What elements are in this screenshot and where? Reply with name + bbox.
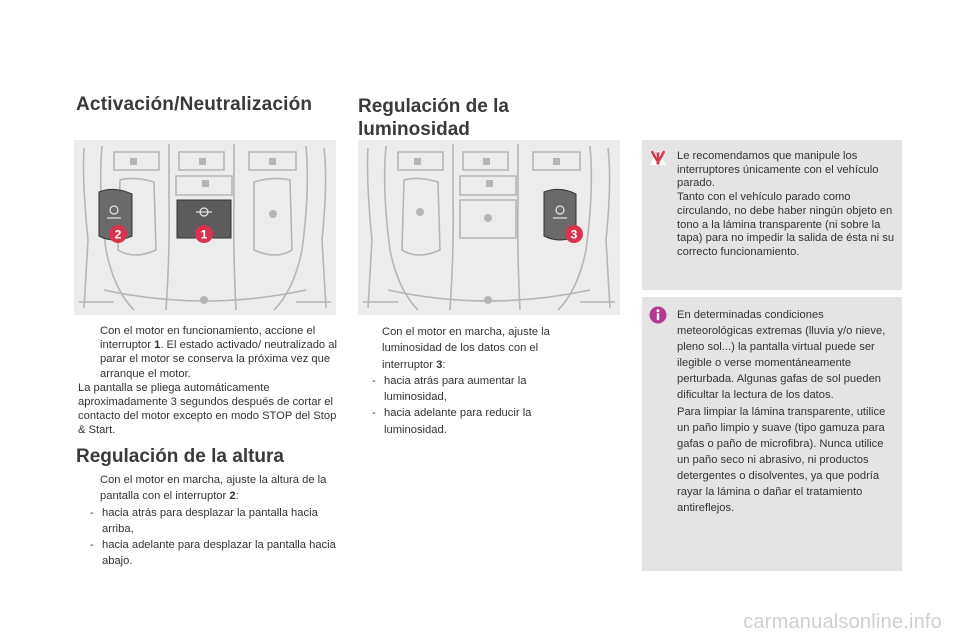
brightness-sub-2: - hacia adelante para reducir la luminosidad. (372, 407, 532, 436)
info-icon (649, 306, 667, 324)
warning-text-body: Le recomendamos que manipule los interruptores únicamente con el vehículo parado. Tanto con el vehículo parado como circulando, no debe haber ningún objeto en tono a la lámina transparente (ni sobre la tapa) para no impedir la salida de ésta ni su correcto funcionamiento. (677, 150, 895, 258)
brightness-sub-1: - hacia atrás para aumentar la luminosidad, (372, 374, 527, 404)
brightness-bullet: Con el motor en marcha, ajuste la luminosidad de los datos con el interruptor 3: (382, 326, 550, 371)
switch-panel-illustration-height (74, 140, 336, 315)
warning-text (677, 150, 897, 260)
activation-note: La pantalla se pliega automáticamente aproximadamente 3 segundos después de cortar el contacto del motor excepto en modo STOP del Stop & Start. (78, 381, 337, 437)
warning-box (642, 140, 902, 290)
callout-3: 3 (570, 227, 578, 242)
info-text (677, 307, 897, 516)
watermark: carmanualsonline.info (743, 611, 942, 633)
height-sub-1: - hacia atrás para desplazar la pantalla hacia arriba, (90, 506, 318, 535)
info-box (642, 297, 902, 571)
height-text (78, 472, 340, 570)
warning-icon (649, 149, 667, 167)
height-sub-2: - hacia adelante para desplazar la pantalla hacia abajo. (90, 539, 336, 568)
switch-panel-illustration-brightness (358, 140, 620, 315)
section-title-height: Regulación de la altura (76, 446, 284, 467)
activation-bullet: Con el motor en funcionamiento, accione el interruptor 1. El estado activado/ neutralizado al parar el motor se conserva la próxima vez que arranque el motor. (100, 325, 337, 380)
height-bullet: Con el motor en marcha, ajuste la altura de la pantalla con el interruptor 2: (100, 474, 327, 503)
section-title-activation: Activación/Neutralización (76, 94, 313, 115)
section-title-brightness: Regulación de la luminosidad (358, 96, 509, 140)
activation-text (78, 324, 338, 438)
callout-1: 1 (200, 227, 208, 242)
info-text-body: En determinadas condiciones meteorológicas extremas (lluvia y/o nieve, pleno sol...) la pantalla virtual puede ser ilegible o verse momentáneamente perturbada. Algunas gafas de sol pueden dificultar la lectura de los datos. Para limpiar la lámina transparente, utilice un paño limpio y suave (tipo gamuza para gafas o paño de microfibra). Nunca utilice un paño seco ni abrasivo, ni productos detergentes o disolventes, ya que podría rayar la lámina o dañar el tratamiento antireflejos. (677, 309, 886, 515)
brightness-text (360, 324, 586, 438)
callout-2: 2 (114, 227, 122, 242)
